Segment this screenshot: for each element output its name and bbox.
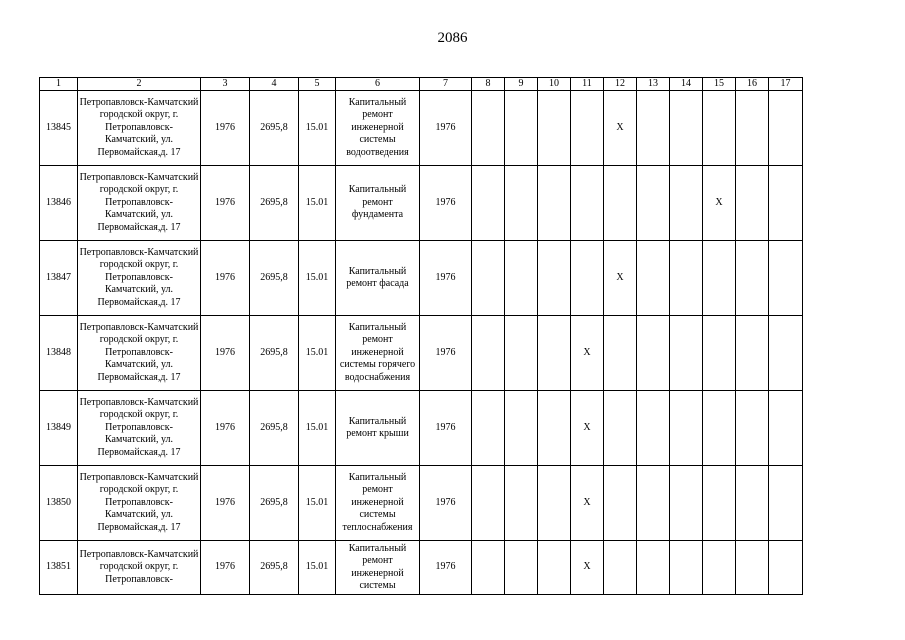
- period-cell: X: [571, 541, 604, 595]
- area-cell: 2695,8: [250, 391, 299, 466]
- table-row: [40, 316, 803, 391]
- plan-year-cell: 1976: [420, 166, 472, 241]
- period-cell: [604, 466, 637, 541]
- period-cell: [472, 166, 505, 241]
- period-cell: [472, 241, 505, 316]
- period-cell: [571, 166, 604, 241]
- year-cell: 1976: [201, 391, 250, 466]
- period-cell: [670, 241, 703, 316]
- column-header: 5: [299, 78, 336, 91]
- period-cell: [736, 466, 769, 541]
- period-cell: X: [703, 166, 736, 241]
- year-cell: 1976: [201, 166, 250, 241]
- plan-year-cell: 1976: [420, 466, 472, 541]
- period-cell: [538, 541, 571, 595]
- period-cell: [637, 391, 670, 466]
- year-cell: 1976: [201, 541, 250, 595]
- plan-year-cell: 1976: [420, 91, 472, 166]
- plan-year-cell: 1976: [420, 391, 472, 466]
- period-cell: [736, 166, 769, 241]
- period-cell: [505, 316, 538, 391]
- period-cell: X: [571, 466, 604, 541]
- address-cell: Петропавловск-Камчатский городской округ, г. Петропавловск-Камчатский, ул. Первомайская,д. 17: [78, 91, 201, 166]
- code-cell: 15.01: [299, 391, 336, 466]
- address-cell: Петропавловск-Камчатский городской округ, г. Петропавловск-Камчатский, ул. Первомайская,д. 17: [78, 466, 201, 541]
- table-row: [40, 541, 803, 595]
- period-cell: [670, 316, 703, 391]
- year-cell: 1976: [201, 241, 250, 316]
- year-cell: 1976: [201, 466, 250, 541]
- table-row: [40, 166, 803, 241]
- period-cell: [769, 541, 803, 595]
- column-header: 13: [637, 78, 670, 91]
- code-cell: 15.01: [299, 241, 336, 316]
- work-type-cell: Капитальный ремонт инженерной системы водоотведения: [336, 91, 420, 166]
- period-cell: [472, 316, 505, 391]
- column-header: 17: [769, 78, 803, 91]
- period-cell: [604, 166, 637, 241]
- area-cell: 2695,8: [250, 316, 299, 391]
- address-cell: Петропавловск-Камчатский городской округ, г. Петропавловск-Камчатский, ул. Первомайская,д. 17: [78, 391, 201, 466]
- area-cell: 2695,8: [250, 166, 299, 241]
- row-id: 13848: [40, 316, 78, 391]
- row-id: 13850: [40, 466, 78, 541]
- period-cell: [505, 91, 538, 166]
- period-cell: [472, 391, 505, 466]
- period-cell: [670, 166, 703, 241]
- column-header: 9: [505, 78, 538, 91]
- column-header: 16: [736, 78, 769, 91]
- code-cell: 15.01: [299, 316, 336, 391]
- period-cell: [604, 391, 637, 466]
- period-cell: [538, 166, 571, 241]
- period-cell: X: [604, 91, 637, 166]
- period-cell: [703, 466, 736, 541]
- period-cell: [769, 241, 803, 316]
- period-cell: [538, 466, 571, 541]
- period-cell: [670, 91, 703, 166]
- period-cell: [736, 541, 769, 595]
- row-id: 13849: [40, 391, 78, 466]
- column-header: 12: [604, 78, 637, 91]
- period-cell: [604, 541, 637, 595]
- column-header: 10: [538, 78, 571, 91]
- column-number-row: [40, 78, 803, 91]
- period-cell: [703, 541, 736, 595]
- plan-year-cell: 1976: [420, 541, 472, 595]
- period-cell: [637, 91, 670, 166]
- table-row: [40, 241, 803, 316]
- area-cell: 2695,8: [250, 91, 299, 166]
- table-row: [40, 391, 803, 466]
- column-header: 1: [40, 78, 78, 91]
- period-cell: [637, 316, 670, 391]
- plan-year-cell: 1976: [420, 316, 472, 391]
- row-id: 13851: [40, 541, 78, 595]
- period-cell: [769, 91, 803, 166]
- period-cell: [472, 541, 505, 595]
- column-header: 6: [336, 78, 420, 91]
- column-header: 7: [420, 78, 472, 91]
- period-cell: [472, 91, 505, 166]
- period-cell: [637, 466, 670, 541]
- period-cell: [571, 241, 604, 316]
- period-cell: [505, 466, 538, 541]
- period-cell: [505, 391, 538, 466]
- period-cell: [637, 241, 670, 316]
- work-type-cell: Капитальный ремонт инженерной системы теплоснабжения: [336, 466, 420, 541]
- period-cell: [538, 241, 571, 316]
- year-cell: 1976: [201, 316, 250, 391]
- period-cell: X: [604, 241, 637, 316]
- period-cell: [670, 391, 703, 466]
- area-cell: 2695,8: [250, 541, 299, 595]
- capital-repair-table: [39, 77, 803, 595]
- column-header: 4: [250, 78, 299, 91]
- period-cell: [670, 541, 703, 595]
- column-header: 3: [201, 78, 250, 91]
- row-id: 13847: [40, 241, 78, 316]
- period-cell: X: [571, 316, 604, 391]
- table-row: [40, 466, 803, 541]
- work-type-cell: Капитальный ремонт инженерной системы горячего водоснабжения: [336, 316, 420, 391]
- column-header: 2: [78, 78, 201, 91]
- period-cell: X: [571, 391, 604, 466]
- period-cell: [538, 391, 571, 466]
- work-type-cell: Капитальный ремонт фундамента: [336, 166, 420, 241]
- period-cell: [505, 541, 538, 595]
- period-cell: [703, 91, 736, 166]
- period-cell: [703, 241, 736, 316]
- work-type-cell: Капитальный ремонт фасада: [336, 241, 420, 316]
- period-cell: [637, 541, 670, 595]
- year-cell: 1976: [201, 91, 250, 166]
- period-cell: [703, 391, 736, 466]
- period-cell: [571, 91, 604, 166]
- row-id: 13846: [40, 166, 78, 241]
- period-cell: [736, 91, 769, 166]
- period-cell: [736, 241, 769, 316]
- address-cell: Петропавловск-Камчатский городской округ, г. Петропавловск-Камчатский, ул. Первомайская,д. 17: [78, 166, 201, 241]
- period-cell: [538, 316, 571, 391]
- period-cell: [604, 316, 637, 391]
- period-cell: [736, 316, 769, 391]
- area-cell: 2695,8: [250, 466, 299, 541]
- address-cell: Петропавловск-Камчатский городской округ, г. Петропавловск-Камчатский, ул. Первомайская,д. 17: [78, 316, 201, 391]
- column-header: 11: [571, 78, 604, 91]
- column-header: 15: [703, 78, 736, 91]
- period-cell: [637, 166, 670, 241]
- period-cell: [538, 91, 571, 166]
- period-cell: [769, 391, 803, 466]
- period-cell: [769, 466, 803, 541]
- period-cell: [769, 316, 803, 391]
- work-type-cell: Капитальный ремонт инженерной системы: [336, 541, 420, 595]
- period-cell: [736, 391, 769, 466]
- period-cell: [472, 466, 505, 541]
- table-row: [40, 91, 803, 166]
- plan-year-cell: 1976: [420, 241, 472, 316]
- period-cell: [505, 241, 538, 316]
- period-cell: [703, 316, 736, 391]
- area-cell: 2695,8: [250, 241, 299, 316]
- period-cell: [769, 166, 803, 241]
- code-cell: 15.01: [299, 466, 336, 541]
- address-cell: Петропавловск-Камчатский городской округ, г. Петропавловск-: [78, 541, 201, 595]
- column-header: 8: [472, 78, 505, 91]
- row-id: 13845: [40, 91, 78, 166]
- address-cell: Петропавловск-Камчатский городской округ, г. Петропавловск-Камчатский, ул. Первомайская,д. 17: [78, 241, 201, 316]
- period-cell: [505, 166, 538, 241]
- code-cell: 15.01: [299, 166, 336, 241]
- work-type-cell: Капитальный ремонт крыши: [336, 391, 420, 466]
- period-cell: [670, 466, 703, 541]
- column-header: 14: [670, 78, 703, 91]
- page-number: 2086: [437, 30, 468, 46]
- code-cell: 15.01: [299, 541, 336, 595]
- code-cell: 15.01: [299, 91, 336, 166]
